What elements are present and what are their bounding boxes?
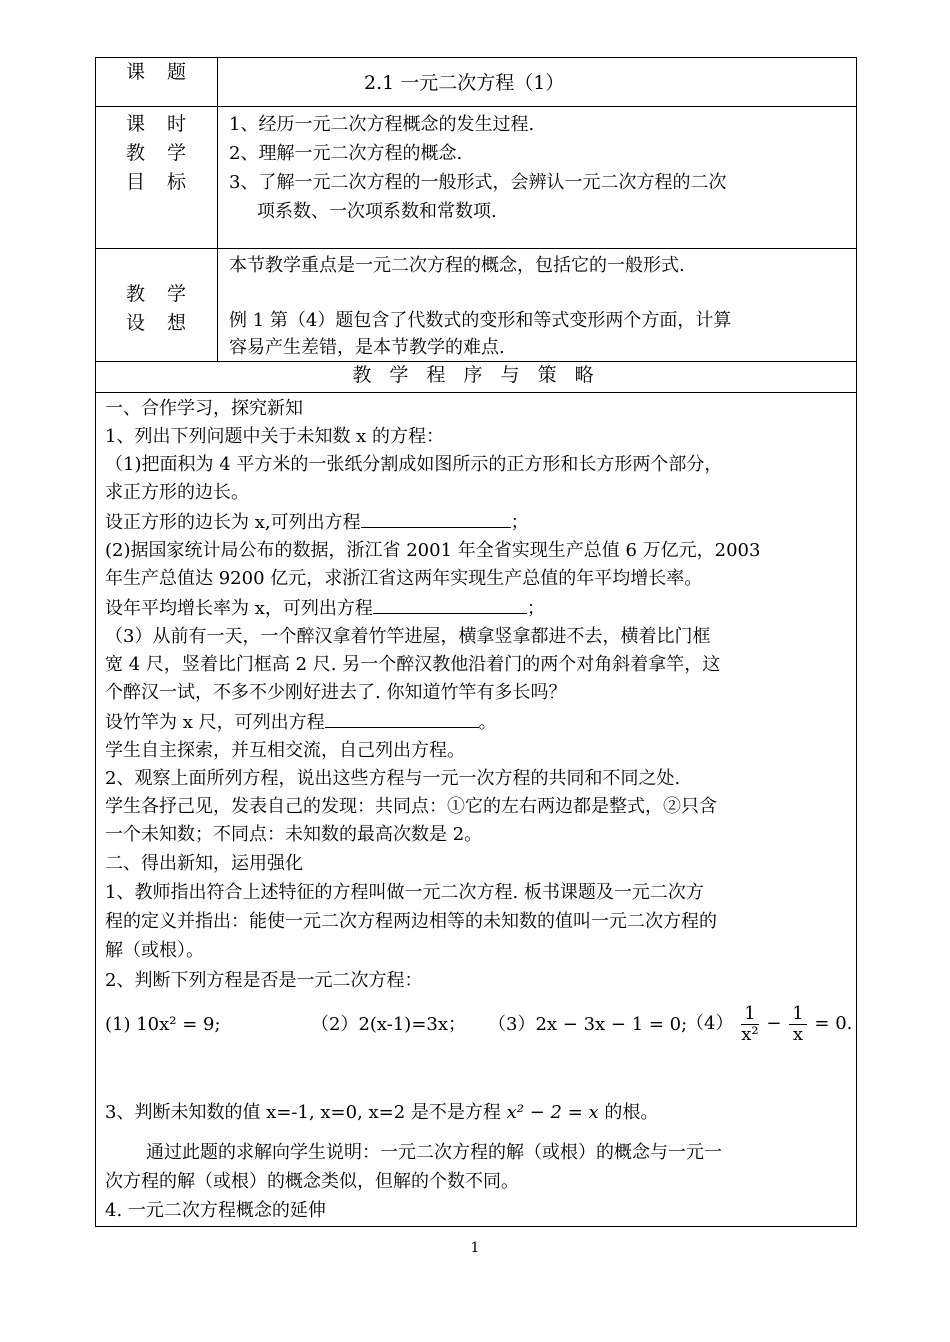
objective-item: 2、理解一元二次方程的概念.	[229, 143, 463, 164]
lesson-plan-table	[95, 57, 857, 1227]
design-line: 容易产生差错，是本节教学的难点.	[229, 337, 505, 358]
denominator: x²	[741, 1023, 759, 1045]
denominator: x	[792, 1023, 803, 1045]
equation-4	[686, 1000, 852, 1048]
inline-equation: x² − 2 = x	[506, 1102, 599, 1123]
body-line: (2)据国家统计局公布的数据，浙江省 2001 年全省实现生产总值 6 万亿元，2003	[105, 540, 761, 561]
page-number: 1	[470, 1240, 480, 1256]
body-line: （1)把面积为 4 平方米的一张纸分割成如图所示的正方形和长方形两个部分，	[105, 454, 723, 475]
objectives-label-2: 教 学	[126, 142, 195, 164]
equation-1: (1) 10x² = 9;	[105, 1014, 221, 1035]
body-text: 3、判断未知数的值 x=-1, x=0, x=2 是不是方程	[105, 1102, 501, 1123]
body-line: 2、判断下列方程是否是一元二次方程：	[105, 970, 423, 991]
equation-4-label: （4）	[686, 1013, 734, 1034]
minus-sign: −	[766, 1013, 782, 1034]
body-line: 次方程的解（或根）的概念类似，但解的个数不同。	[105, 1171, 519, 1192]
body-line: 学生自主探索，并互相交流，自己列出方程。	[105, 740, 465, 761]
body-line: （3）从前有一天，一个醉汉拿着竹竿进屋，横拿竖拿都进不去，横着比门框	[105, 626, 711, 647]
objective-item: 1、经历一元二次方程概念的发生过程.	[229, 114, 535, 135]
body-text: 。	[478, 712, 497, 733]
objectives-label-1: 课 时	[126, 113, 195, 135]
body-line	[105, 595, 545, 622]
design-line: 本节教学重点是一元二次方程的概念，包括它的一般形式.	[229, 255, 685, 276]
numerator: 1	[789, 1004, 806, 1025]
procedure-title: 教 学 程 序 与 策 略	[352, 364, 600, 386]
row-divider	[96, 392, 856, 393]
body-line: 宽 4 尺，竖着比门框高 2 尺. 另一个醉汉教他沿着门的两个对角斜着拿竿，这	[105, 654, 721, 675]
body-text: 设正方形的边长为 x,可列出方程	[105, 512, 361, 533]
body-text: 设年平均增长率为 x，可列出方程	[105, 598, 373, 619]
answer-blank	[373, 595, 527, 614]
answer-blank	[325, 709, 479, 728]
body-text: ；	[510, 512, 529, 533]
answer-blank	[361, 509, 511, 528]
body-line: 2、观察上面所列方程，说出这些方程与一元一次方程的共同和不同之处.	[105, 768, 681, 789]
section-heading: 4. 一元二次方程概念的延伸	[105, 1200, 326, 1221]
equation-4-tail: = 0.	[814, 1013, 853, 1034]
row-divider	[96, 248, 856, 249]
section-heading: 一、合作学习，探究新知	[105, 398, 303, 419]
body-line: 求正方形的边长。	[105, 482, 249, 503]
row-divider	[96, 106, 856, 107]
body-line: 程的定义并指出：能使一元二次方程两边相等的未知数的值叫一元二次方程的	[105, 911, 717, 932]
equation-3: （3）2x − 3x − 1 = 0;	[488, 1014, 688, 1035]
body-line: 个醉汉一试，不多不少刚好进去了. 你知道竹竿有多长吗？	[105, 682, 567, 703]
body-line: 通过此题的求解向学生说明：一元二次方程的解（或根）的概念与一元一	[146, 1142, 722, 1163]
body-line: 一个未知数；不同点：未知数的最高次数是 2。	[105, 824, 483, 845]
design-label-2: 设 想	[126, 312, 195, 334]
body-line	[105, 509, 529, 536]
body-text: ；	[526, 598, 545, 619]
fraction	[789, 1004, 806, 1045]
body-line: 解（或根）。	[105, 940, 204, 961]
numerator: 1	[741, 1004, 758, 1025]
objective-item: 项系数、一次项系数和常数项.	[257, 201, 497, 222]
body-line: 1、列出下列问题中关于未知数 x 的方程：	[105, 426, 445, 447]
body-line: 年生产总值达 9200 亿元，求浙江省这两年实现生产总值的年平均增长率。	[105, 568, 703, 589]
objective-item: 3、了解一元二次方程的一般形式，会辨认一元二次方程的二次	[229, 172, 727, 193]
column-divider	[217, 58, 218, 361]
fraction	[741, 1004, 758, 1045]
body-text: 的根。	[604, 1102, 659, 1123]
topic-title: 2.1 一元二次方程（1）	[364, 72, 565, 94]
body-line: 1、教师指出符合上述特征的方程叫做一元二次方程. 板书课题及一元二次方	[105, 882, 704, 903]
objectives-label-3: 目 标	[126, 171, 195, 193]
section-heading: 二、得出新知，运用强化	[105, 853, 303, 874]
body-line	[105, 1100, 658, 1126]
topic-label: 课 题	[126, 61, 195, 83]
body-text: 设竹竿为 x 尺，可列出方程	[105, 712, 325, 733]
equation-2: （2）2(x-1)=3x；	[311, 1014, 467, 1035]
design-label-1: 教 学	[126, 283, 195, 305]
body-line	[105, 709, 497, 736]
body-line: 学生各抒己见，发表自己的发现：共同点：①它的左右两边都是整式，②只含	[105, 796, 717, 817]
design-line: 例 1 第（4）题包含了代数式的变形和等式变形两个方面，计算	[229, 310, 732, 331]
